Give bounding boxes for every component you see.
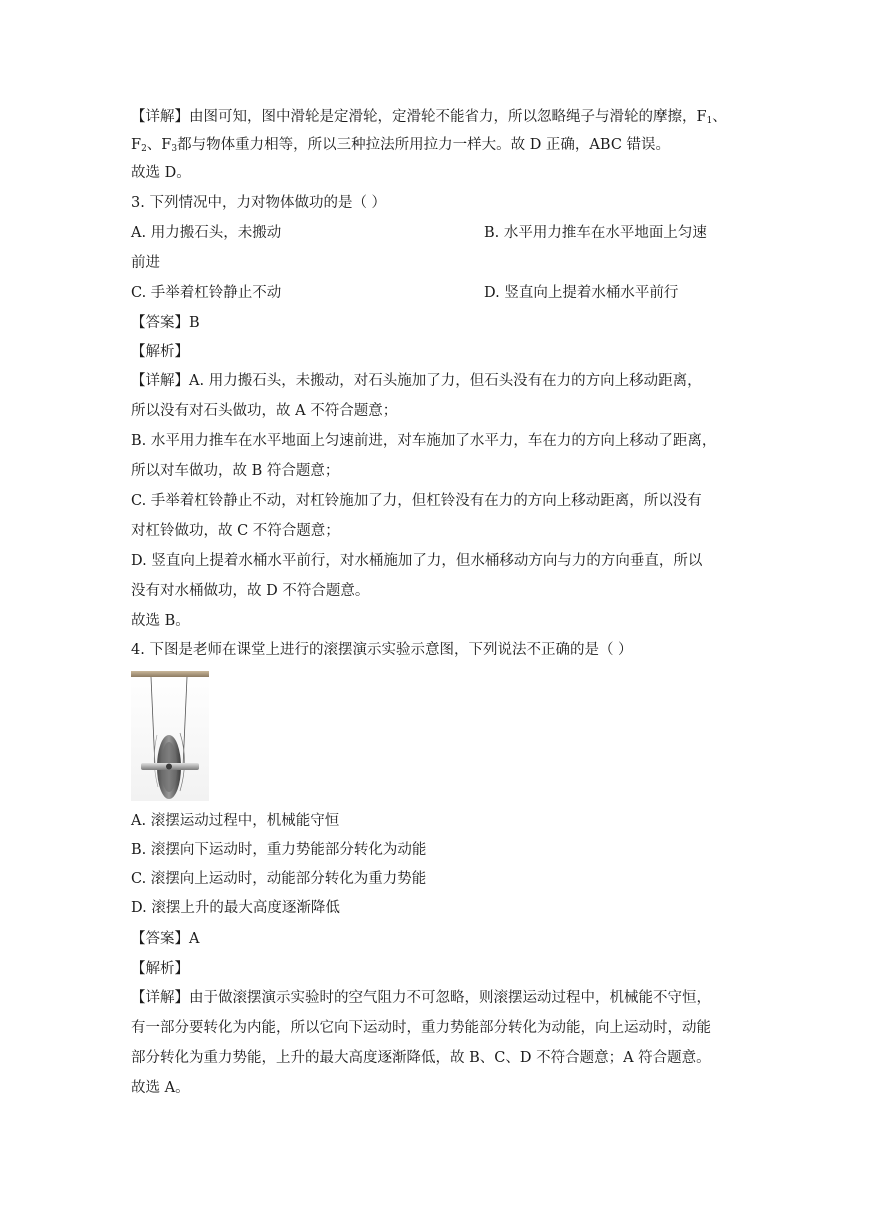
q4-stem: 4. 下图是老师在课堂上进行的滚摆演示实验示意图，下列说法不正确的是（ ） [131, 642, 633, 658]
q4-explain-line-1: 【详解】由于做滚摆演示实验时的空气阻力不可忽略，则滚摆运动过程中，机械能不守恒， [131, 990, 711, 1006]
q4-explain-line-3: 部分转化为重力势能，上升的最大高度逐渐降低，故 B、C、D 不符合题意；A 符合题意。 [131, 1050, 711, 1066]
q2-conclusion: 故选 D。 [131, 165, 191, 181]
q3-stem: 3. 下列情况中，力对物体做功的是（ ） [131, 195, 387, 211]
q4-conclusion: 故选 A。 [131, 1080, 190, 1096]
q4-option-a: A. 滚摆运动过程中，机械能守恒 [131, 813, 340, 829]
maxwell-pendulum-figure [131, 671, 209, 801]
q3-explain-line-4: 所以对车做功，故 B 符合题意； [131, 463, 340, 479]
q3-explain-line-7: D. 竖直向上提着水桶水平前行，对水桶施加了力，但水桶移动方向与力的方向垂直，所以 [131, 553, 703, 569]
q3-option-b-cont: 前进 [131, 255, 160, 271]
q2-explain-line-2: $F_2$、$F_3$都与物体重力相等，所以三种拉法所用拉力一样大。故 D 正确，ABC 错误。 [131, 137, 671, 154]
q3-conclusion: 故选 B。 [131, 613, 190, 629]
q4-analysis-heading: 【解析】 [131, 961, 189, 977]
q3-explain-line-3: B. 水平用力推车在水平地面上匀速前进，对车施加了水平力，车在力的方向上移动了距离， [131, 433, 717, 449]
q3-explain-line-5: C. 手举着杠铃静止不动，对杠铃施加了力，但杠铃没有在力的方向上移动距离，所以没有 [131, 493, 702, 509]
q3-option-c: C. 手举着杠铃静止不动 [131, 285, 282, 301]
q3-option-b: B. 水平用力推车在水平地面上匀速 [484, 225, 707, 241]
q3-option-d: D. 竖直向上提着水桶水平前行 [484, 285, 679, 301]
q2-explain-line-1: 【详解】由图可知，图中滑轮是定滑轮，定滑轮不能省力，所以忽略绳子与滑轮的摩擦，$F_1$、 [131, 109, 727, 126]
q3-explain-line-1: 【详解】A. 用力搬石头，未搬动，对石头施加了力，但石头没有在力的方向上移动距离， [131, 373, 702, 389]
q3-explain-line-6: 对杠铃做功，故 C 不符合题意； [131, 523, 340, 539]
q4-option-c: C. 滚摆向上运动时，动能部分转化为重力势能 [131, 871, 427, 887]
q4-option-b: B. 滚摆向下运动时，重力势能部分转化为动能 [131, 842, 427, 858]
q3-analysis-heading: 【解析】 [131, 344, 189, 360]
q4-explain-line-2: 有一部分要转化为内能，所以它向下运动时，重力势能部分转化为动能，向上运动时，动能 [131, 1020, 711, 1036]
q3-explain-line-2: 所以没有对石头做功，故 A 不符合题意； [131, 403, 398, 419]
q4-answer: 【答案】A [131, 931, 200, 947]
q3-option-a: A. 用力搬石头，未搬动 [131, 225, 282, 241]
q3-answer: 【答案】B [131, 315, 200, 331]
maxwell-pendulum-icon [131, 671, 209, 801]
q4-option-d: D. 滚摆上升的最大高度逐渐降低 [131, 900, 340, 916]
q3-explain-line-8: 没有对水桶做功，故 D 不符合题意。 [131, 583, 370, 599]
